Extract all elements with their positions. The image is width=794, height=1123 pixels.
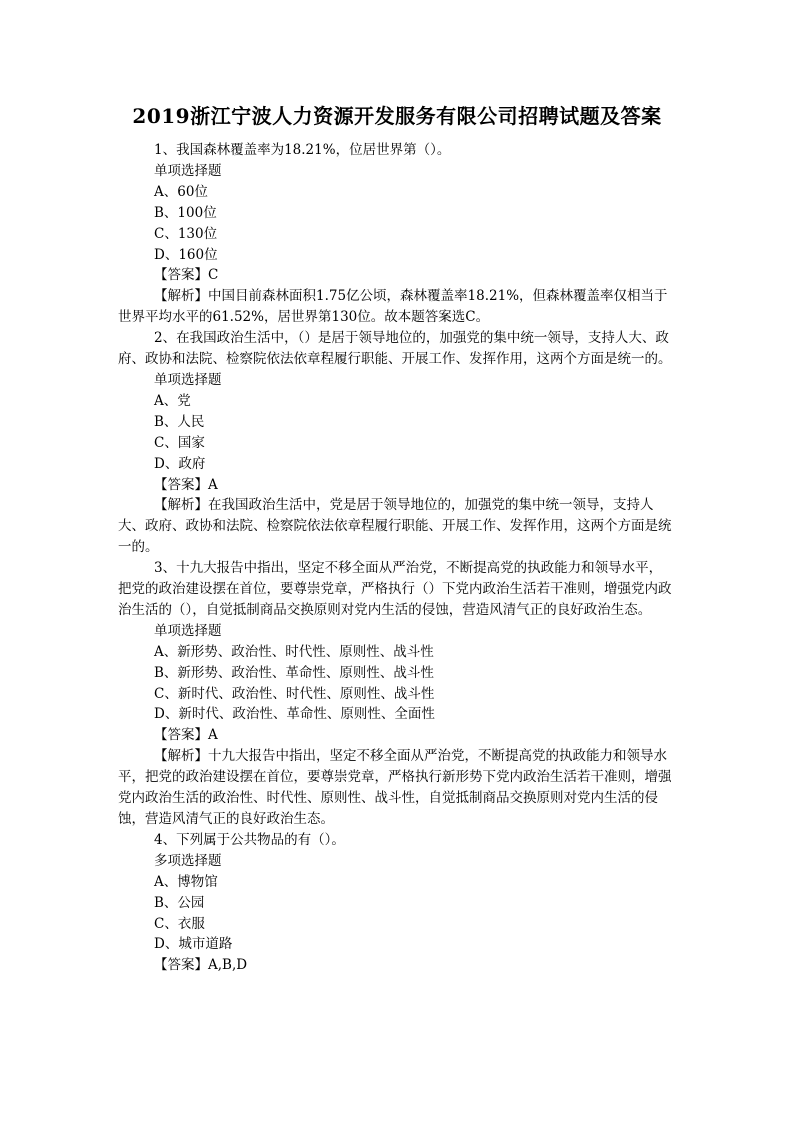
question-stem: 4、下列属于公共物品的有（）。 [154,831,345,848]
answer: 【答案】A [154,727,218,744]
option-a: A、博物馆 [154,873,218,890]
question-type: 多项选择题 [154,852,222,869]
option-d: D、政府 [154,455,206,472]
question-type: 单项选择题 [154,162,222,179]
answer: 【答案】A [154,476,218,493]
question-stem: 2、在我国政治生活中，（）是居于领导地位的，加强党的集中统一领导，支持人大、政府、政协和法院、检察院依法依章程履行职能、开展工作、发挥作用，这两个方面是统一的。 [118,330,672,368]
question-1 [118,140,673,328]
option-c: C、130位 [154,225,218,242]
option-b: B、新形势、政治性、革命性、原则性、战斗性 [154,664,434,681]
question-stem: 1、我国森林覆盖率为18.21%，位居世界第（）。 [154,142,451,158]
analysis: 【解析】中国目前森林面积1.75亿公顷，森林覆盖率18.21%，但森林覆盖率仅相当于世界平均水平的61.52%，居世界第130位。故本题答案选C。 [118,288,668,326]
option-b: B、人民 [154,413,205,430]
question-type: 单项选择题 [154,622,222,639]
option-a: A、新形势、政治性、时代性、原则性、战斗性 [154,643,434,660]
document-title: 2019浙江宁波人力资源开发服务有限公司招聘试题及答案 [132,104,662,128]
answer: 【答案】C [154,267,219,284]
option-d: D、新时代、政治性、革命性、原则性、全面性 [154,706,435,723]
option-b: B、100位 [154,204,217,221]
question-type: 单项选择题 [154,371,222,388]
question-3 [118,558,673,830]
question-4 [118,830,673,976]
option-a: A、60位 [154,183,208,200]
question-2 [118,328,673,558]
document-body [118,140,673,976]
option-a: A、党 [154,392,191,409]
option-c: C、新时代、政治性、时代性、原则性、战斗性 [154,685,435,702]
option-d: D、160位 [154,246,218,263]
analysis: 【解析】在我国政治生活中，党是居于领导地位的，加强党的集中统一领导，支持人大、政府、政协和法院、检察院依法依章程履行职能、开展工作、发挥作用，这两个方面是统一的。 [118,497,672,556]
option-d: D、城市道路 [154,936,233,953]
option-b: B、公园 [154,894,205,911]
answer: 【答案】A,B,D [154,957,248,974]
option-c: C、国家 [154,434,205,451]
question-stem: 3、十九大报告中指出，坚定不移全面从严治党，不断提高党的执政能力和领导水平，把党的政治建设摆在首位，要尊崇党章，严格执行（）下党内政治生活若干准则，增强党内政治生活的（），自觉抵制商品交换原则对党内生活的侵蚀，营造风清气正的良好政治生态。 [118,560,672,618]
option-c: C、衣服 [154,915,205,932]
analysis: 【解析】十九大报告中指出，坚定不移全面从严治党，不断提高党的执政能力和领导水平，把党的政治建设摆在首位，要尊崇党章，严格执行新形势下党内政治生活若干准则，增强党内政治生活的政治性、时代性、原则性、战斗性，自觉抵制商品交换原则对党内生活的侵蚀，营造风清气正的良好政治生态。 [118,748,672,827]
